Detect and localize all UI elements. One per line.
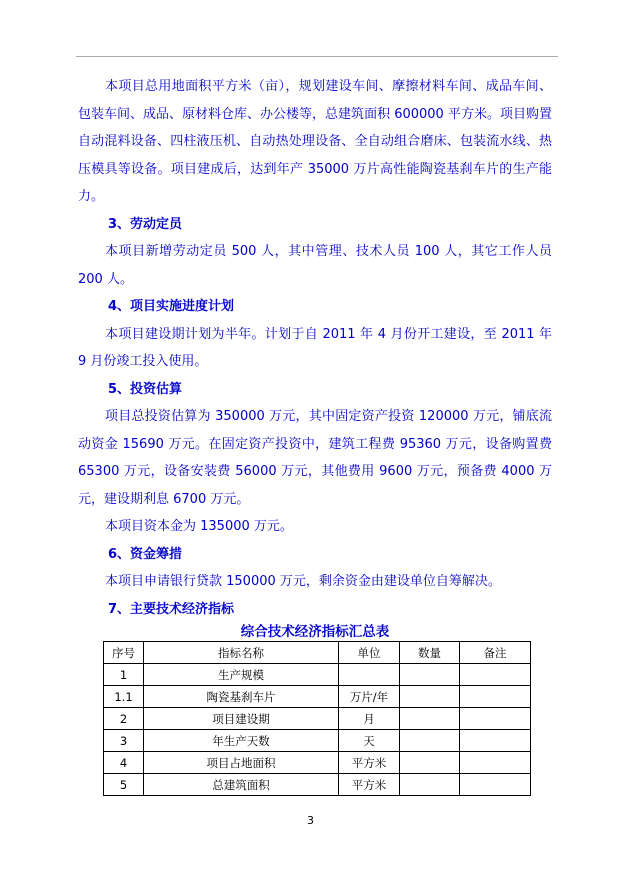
table-row bbox=[104, 774, 531, 796]
header-rule bbox=[76, 56, 558, 57]
table-row bbox=[104, 686, 531, 708]
cell-indicator: 生产规模 bbox=[144, 664, 339, 686]
table-row bbox=[104, 730, 531, 752]
cell-indicator: 项目建设期 bbox=[144, 708, 339, 730]
cell-unit: 天 bbox=[339, 730, 400, 752]
table-row bbox=[104, 708, 531, 730]
cell-unit: 平方米 bbox=[339, 774, 400, 796]
indicators-table bbox=[103, 641, 531, 796]
cell-remark bbox=[460, 686, 531, 708]
cell-quantity bbox=[400, 752, 460, 774]
cell-quantity bbox=[400, 664, 460, 686]
body-text bbox=[78, 73, 552, 623]
cell-quantity bbox=[400, 686, 460, 708]
cell-index: 2 bbox=[104, 708, 144, 730]
heading-financing: 6、资金筹措 bbox=[108, 546, 183, 562]
header-quantity: 数量 bbox=[400, 642, 460, 664]
cell-quantity bbox=[400, 730, 460, 752]
cell-index: 3 bbox=[104, 730, 144, 752]
heading-labor: 3、劳动定员 bbox=[108, 216, 183, 232]
paragraph-financing: 本项目申请银行贷款 150000 万元，剩余资金由建设单位自筹解决。 bbox=[105, 574, 501, 589]
cell-quantity bbox=[400, 708, 460, 730]
table-header-row bbox=[104, 642, 531, 664]
cell-quantity bbox=[400, 774, 460, 796]
cell-indicator: 年生产天数 bbox=[144, 730, 339, 752]
paragraph-schedule: 本项目建设期计划为半年。计划于自 2011 年 4 月份开工建设，至 2011 年 9 月份竣工投入使用。 bbox=[78, 326, 552, 369]
cell-remark bbox=[460, 730, 531, 752]
page-number: 3 bbox=[307, 814, 314, 827]
cell-indicator: 陶瓷基刹车片 bbox=[144, 686, 339, 708]
header-indicator: 指标名称 bbox=[144, 642, 339, 664]
cell-indicator: 总建筑面积 bbox=[144, 774, 339, 796]
heading-investment: 5、投资估算 bbox=[108, 381, 183, 397]
paragraph-investment: 项目总投资估算为 350000 万元，其中固定资产投资 120000 万元，铺底流动资金 15690 万元。在固定资产投资中，建筑工程费 95360 万元，设备购置费 65300 万元，设备安装费 56000 万元，其他费用 9600 万元，预备费 4000 万元，建设期利息 6700 万元。 bbox=[78, 409, 552, 507]
cell-unit: 月 bbox=[339, 708, 400, 730]
cell-index: 1 bbox=[104, 664, 144, 686]
heading-schedule: 4、项目实施进度计划 bbox=[108, 299, 235, 314]
header-index: 序号 bbox=[104, 642, 144, 664]
cell-unit bbox=[339, 664, 400, 686]
cell-unit: 万片/年 bbox=[339, 686, 400, 708]
cell-remark bbox=[460, 664, 531, 686]
cell-remark bbox=[460, 708, 531, 730]
paragraph-project-scale: 本项目总用地面积平方米（亩），规划建设车间、摩擦材料车间、成品车间、包装车间、成品、原材料仓库、办公楼等，总建筑面积 600000 平方米。项目购置自动混料设备、四柱液压机、自动热处理设备、全自动组合磨床、包装流水线、热压模具等设备。项目建成后，达到年产 35000 万片高性能陶瓷基刹车片的生产能力。 bbox=[78, 79, 552, 204]
header-remark: 备注 bbox=[460, 642, 531, 664]
table-title: 综合技术经济指标汇总表 bbox=[240, 624, 390, 640]
cell-unit: 平方米 bbox=[339, 752, 400, 774]
cell-indicator: 项目占地面积 bbox=[144, 752, 339, 774]
cell-remark bbox=[460, 774, 531, 796]
table-row bbox=[104, 664, 531, 686]
cell-remark bbox=[460, 752, 531, 774]
cell-index: 4 bbox=[104, 752, 144, 774]
cell-index: 1.1 bbox=[104, 686, 144, 708]
table-row bbox=[104, 752, 531, 774]
cell-index: 5 bbox=[104, 774, 144, 796]
paragraph-capital: 本项目资本金为 135000 万元。 bbox=[105, 519, 293, 534]
header-unit: 单位 bbox=[339, 642, 400, 664]
paragraph-labor: 本项目新增劳动定员 500 人，其中管理、技术人员 100 人，其它工作人员 200 人。 bbox=[78, 244, 552, 287]
heading-indicators: 7、主要技术经济指标 bbox=[108, 601, 235, 617]
